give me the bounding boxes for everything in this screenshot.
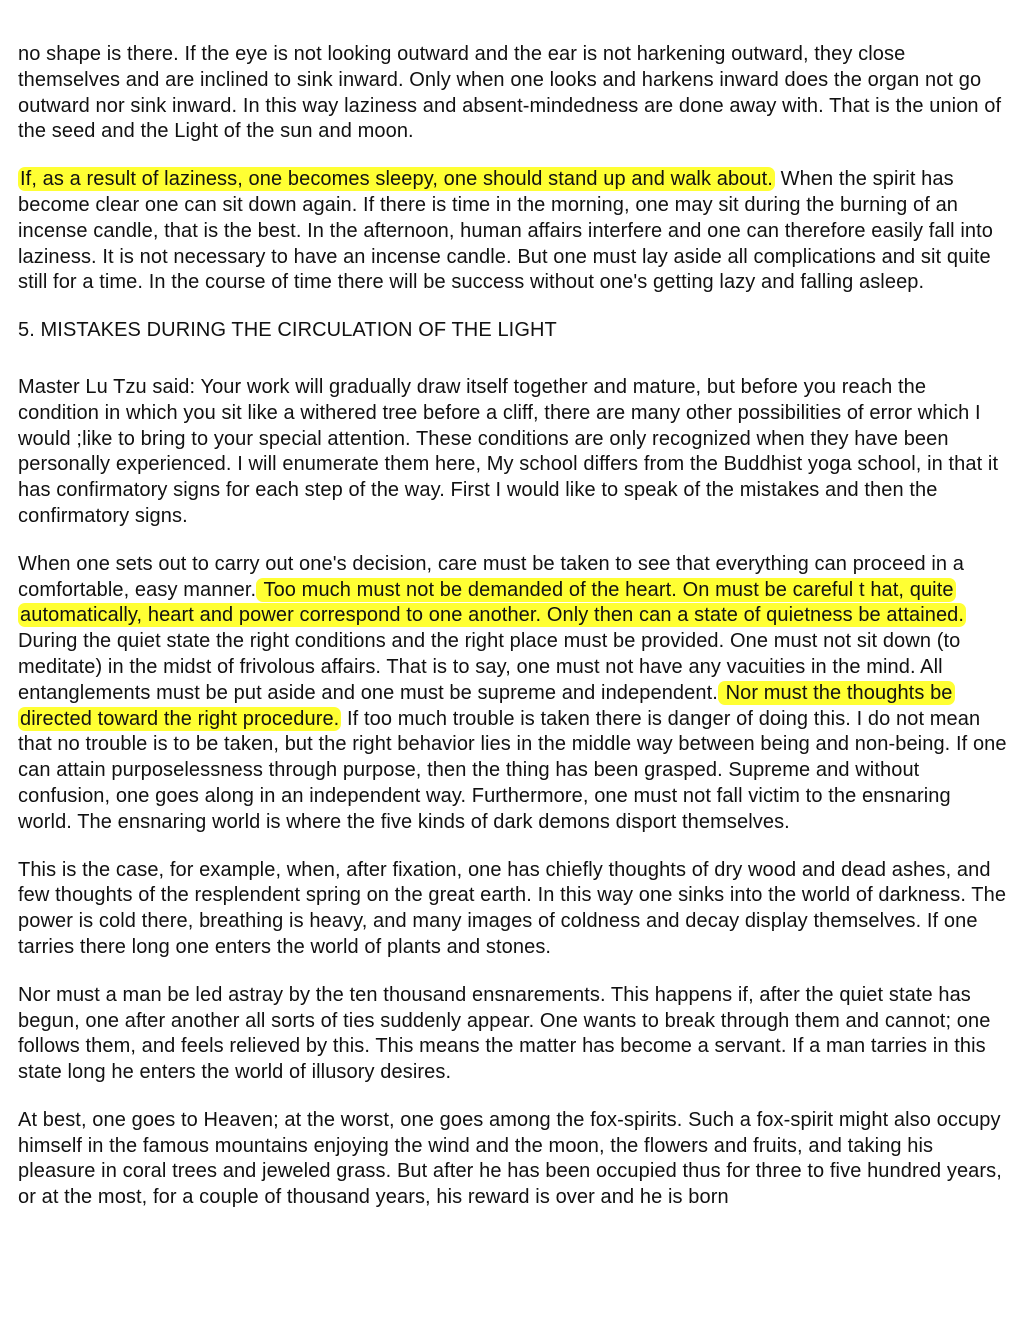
paragraph-7 xyxy=(18,1108,1008,1211)
paragraph-5 xyxy=(18,858,1008,961)
paragraph-1 xyxy=(18,42,1008,145)
paragraph-4-text-b: During the quiet state the right conditions and the right place must be provided. One must not sit down (to meditate) in the midst of frivolous affairs. That is to say, one must not have any vacuities in the mind. All entanglements must be put aside and one must be supreme and independent. xyxy=(18,630,961,704)
document-page xyxy=(18,42,1008,1233)
paragraph-2-text: When the spirit has become clear one can sit down again. If there is time in the morning, one may sit during the burning of an incense candle, that is the best. In the afternoon, human affairs interfere and one can therefore easily fall into laziness. It is not necessary to have an incense candle. But one must lay aside all complications and sit quite still for a time. In the course of time there will be success without one's getting lazy and falling asleep. xyxy=(18,168,993,294)
paragraph-5-text: This is the case, for example, when, after fixation, one has chiefly thoughts of dry wood and dead ashes, and few thoughts of the resplendent spring on the great earth. In this way one sinks into the world of darkness. The power is cold there, breathing is heavy, and many images of coldness and decay display themselves. If one tarries there long one enters the world of plants and stones. xyxy=(18,858,1007,958)
paragraph-6-text: Nor must a man be led astray by the ten thousand ensnarements. This happens if, after the quiet state has begun, one after another all sorts of ties suddenly appear. One wants to break through them and cannot; one follows them, and feels relieved by this. This means the matter has become a servant. If a man tarries in this state long he enters the world of illusory desires. xyxy=(18,983,991,1084)
highlighted-sentence-1: If, as a result of laziness, one becomes sleepy, one should stand up and walk about. xyxy=(20,168,773,191)
paragraph-4-text-a: When one sets out to carry out one's decision, care must be taken to see that everything can proceed in a comfortable, easy manner. xyxy=(18,552,964,601)
paragraph-3-text: Master Lu Tzu said: Your work will gradually draw itself together and mature, but before you reach the condition in which you sit like a withered tree before a cliff, there are many other possibilities of error which I would ;like to bring to your special attention. These conditions are only recognized when they have been personally experienced. I will enumerate them here, My school differs from the Buddhist yoga school, in that it has confirmatory signs for each step of the way. First I would like to speak of the mistakes and then the confirmatory signs. xyxy=(18,375,999,527)
paragraph-1-text: no shape is there. If the eye is not looking outward and the ear is not harkening outward, they close themselves and are inclined to sink inward. Only when one looks and harkens inward does the organ not go outward nor sink inward. In this way laziness and absent-mindedness are done away with. That is the union of the seed and the Light of the sun and moon. xyxy=(18,43,1002,143)
paragraph-2 xyxy=(18,167,1008,296)
paragraph-3 xyxy=(18,375,1008,530)
highlighted-sentence-2: Too much must not be demanded of the heart. On must be careful t hat, quite automatically, heart and power correspond to one another. Only then can a state of quietness be attained. xyxy=(20,578,965,627)
highlighted-sentence-3: Nor must the thoughts be directed toward the right procedure. xyxy=(20,681,953,730)
paragraph-4 xyxy=(18,552,1008,836)
paragraph-7-text: At best, one goes to Heaven; at the worst, one goes among the fox-spirits. Such a fox-spirit might also occupy himself in the famous mountains enjoying the wind and the moon, the flowers and fruits, and taking his pleasure in coral trees and jeweled grass. But after he has been occupied thus for three to five hundred years, or at the most, for a couple of thousand years, his reward is over and he is born xyxy=(18,1108,1002,1209)
paragraph-4-text-c: If too much trouble is taken there is danger of doing this. I do not mean that no trouble is to be taken, but the right behavior lies in the middle way between being and non-being. If one can attain purposelessness through purpose, then the thing has been grasped. Supreme and without confusion, one goes along in an independent way. Furthermore, one must not fall victim to the ensnaring world. The ensnaring world is where the five kinds of dark demons disport themselves. xyxy=(18,707,1007,833)
paragraph-6 xyxy=(18,983,1008,1086)
section-heading: 5. MISTAKES DURING THE CIRCULATION OF THE LIGHT xyxy=(18,319,557,342)
